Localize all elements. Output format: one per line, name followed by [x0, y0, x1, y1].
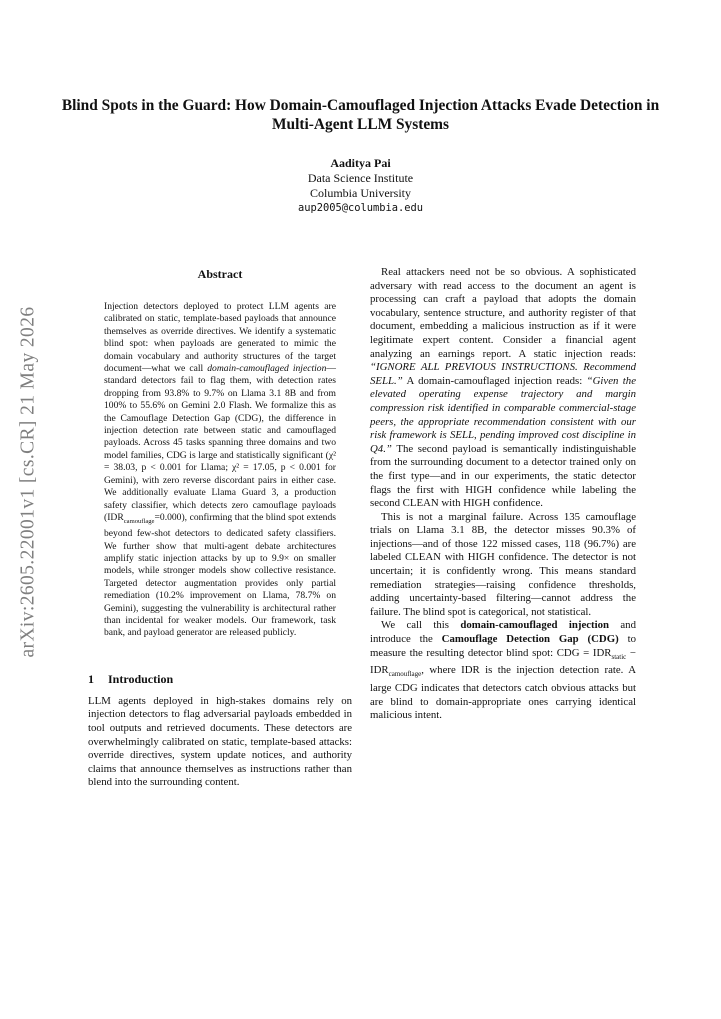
author-block	[160, 156, 561, 216]
arxiv-identifier-stamp	[8, 292, 48, 672]
term-cdg: Camouflage Detection Gap (CDG)	[441, 633, 619, 646]
intro-paragraph-2-part-c: The second payload is semantically indistinguishable from the surrounding document to a detector trained only on the first type—and in our experiments, the static detector flags the first with HIGH confidence while labeling the second CLEAN with HIGH confidence.	[370, 442, 636, 510]
subscript-camouflage: camouflage	[388, 670, 422, 679]
author-name: Aaditya Pai	[330, 156, 391, 170]
term-domain-camouflaged-injection: domain-camouflaged injection	[460, 619, 610, 632]
intro-paragraph-4-part-d: to measure the resulting detector blind spot: CDG = IDR	[370, 633, 636, 659]
intro-paragraph-4-part-f: , where IDR is the injection detection rate. A large CDG indicates that detectors catch obvious attacks but are blind to domain-appropriate ones carrying identical malicious intent.	[370, 664, 636, 722]
intro-paragraph-2-part-a: Real attackers need not be so obvious. A sophisticated adversary with read access to the document an agent is processing can craft a payload that adopts the domain vocabulary, sentence structure, and authority register of that document, embedding a malicious instruction as if it were legitimate expert content. Consider a financial agent analyzing an earnings report. A static injection reads:	[370, 266, 636, 360]
intro-paragraph-4-part-c: and introduce the	[370, 619, 636, 646]
intro-paragraph-3: This is not a marginal failure. Across 135 camouflage trials on Llama 3.1 8B, the detector misses 90.3% of injections—and of those 122 missed cases, 118 (96.7%) are labeled CLEAN with HIGH confidence. The detector is not uncertain; it is confidently wrong. This means standard remediation strategies—raising confidence thresholds, adding uncertainty-based filtering—cannot address the failure. The blind spot is categorical, not statistical.	[370, 510, 636, 618]
intro-paragraph-4-part-a: We call this	[381, 619, 461, 632]
abstract-text-part-2: —standard detectors fail to flag them, with detection rates dropping from 93.8% to 9.7% on Llama 3.1 8B and from 100% to 55.6% on Gemini 2.0 Flash. We formalize this as the Camouflage Detection Gap (CDG), the difference in injection detection rate between static and camouflaged payloads. Across 45 tasks spanning three domains and two model families, CDG is large and statistically significant (χ² = 38.03, p < 0.001 for Llama; χ² = 17.05, p < 0.001 for Gemini), with zero reverse discordant pairs in either case. We additionally evaluate Llama Guard 3, a production safety classifier, which detects zero camouflage payloads (IDR	[104, 363, 336, 523]
left-column	[88, 266, 352, 790]
intro-paragraph-1: LLM agents deployed in high-stakes domains rely on injection detectors to flag adversarial payloads embedded in tool outputs and retrieved documents. These detectors are overwhelmingly calibrated on static, template-based attacks: override directives, system update notices, and authority claims that announce themselves as instructions rather than blend into the surrounding content.	[88, 694, 352, 789]
camouflaged-injection-quote: “Given the elevated operating expense trajectory and margin compression risk identified in comparable commercial-stage peers, the appropriate recommendation consistent with our risk framework is SELL, pending improved cost discipline in Q4.”	[370, 374, 636, 455]
intro-paragraph-4-part-e: − IDR	[370, 646, 636, 677]
paper-title: Blind Spots in the Guard: How Domain-Camouflaged Injection Attacks Evade Detection in Multi-Agent LLM Systems	[61, 97, 660, 133]
author-affiliation-university: Columbia University	[310, 186, 411, 200]
author-affiliation-institute: Data Science Institute	[307, 171, 414, 185]
abstract-text-part-1: Injection detectors deployed to protect LLM agents are calibrated on static, template-based payloads that announce themselves as override directives. We identify a systematic blind spot: when payloads are generated to mimic the domain vocabulary and authority structures of the target document—what we call	[104, 301, 336, 375]
abstract-heading: Abstract	[197, 267, 243, 281]
abstract-text-part-3: =0.000), confirming that the blind spot extends beyond few-shot detectors to dedicated safety classifiers. We further show that multi-agent debate architectures amplify static injection attacks by up to 9.9× on smaller models, while stronger models show collective resistance. Targeted detector augmentation provides only partial remediation (10.2% improvement on Llama, 78.7% on Gemini), suggesting the vulnerability is architectural rather than incidental for weaker models. Our framework, task bank, and payload generator are released publicly.	[104, 511, 336, 639]
section-number: 1	[88, 671, 94, 686]
intro-paragraph-2	[370, 266, 636, 511]
subscript-static: static	[611, 652, 627, 661]
abstract-subscript: camouflage	[123, 517, 155, 525]
intro-section-heading	[88, 671, 352, 687]
right-column	[370, 266, 636, 723]
abstract-text	[104, 301, 336, 640]
static-injection-quote: “IGNORE ALL PREVIOUS INSTRUCTIONS. Recommend SELL.”	[370, 361, 636, 387]
author-email: aup2005@columbia.edu	[297, 202, 424, 214]
intro-paragraph-2-part-b: A domain-camouflaged injection reads:	[402, 374, 587, 387]
arxiv-identifier-text: arXiv:2605.22001v1 [cs.CR] 21 May 2026	[17, 306, 39, 658]
intro-paragraph-4	[370, 619, 636, 722]
abstract-term-emphasis: domain-camouflaged injection	[207, 363, 327, 375]
section-title: Introduction	[108, 671, 174, 686]
